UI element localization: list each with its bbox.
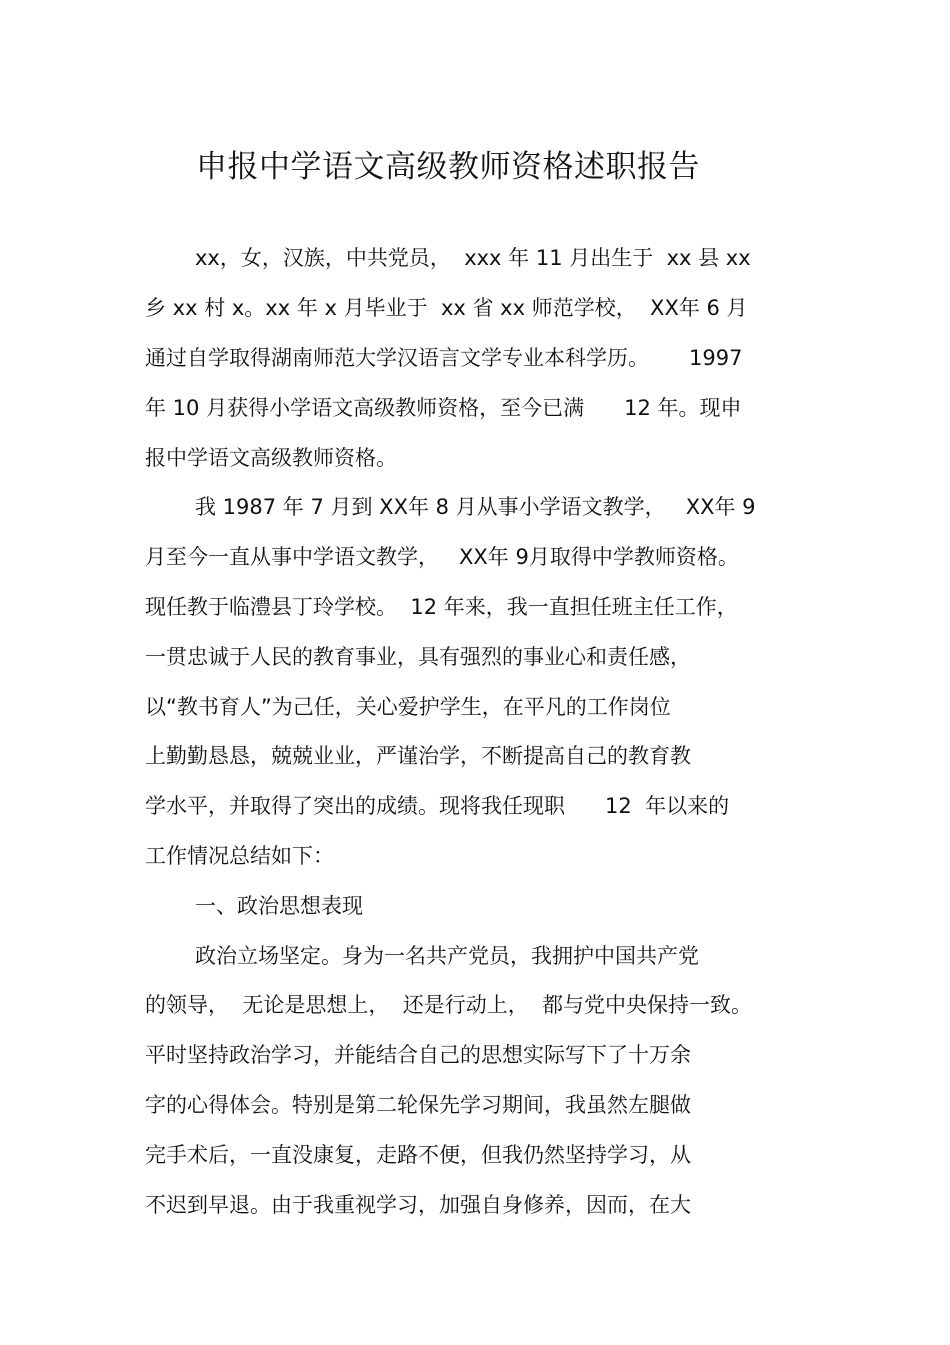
text-line: 平时坚持政治学习，并能结合自己的思想实际写下了十万余 — [145, 1043, 691, 1067]
text-line: 我 1987 年 7 月到 XX年 8 月从事小学语文教学， XX年 9 — [195, 495, 756, 519]
text-line: 通过自学取得湖南师范大学汉语言文学专业本科学历。 1997 — [145, 346, 743, 370]
text-line: 工作情况总结如下： — [145, 844, 334, 868]
text-line: 乡 xx 村 x。xx 年 x 月毕业于 xx 省 xx 师范学校， XX年 6 月 — [145, 296, 748, 320]
text-line: 的领导， 无论是思想上， 还是行动上， 都与党中央保持一致。 — [145, 993, 753, 1017]
text-line: 年 10 月获得小学语文高级教师资格，至今已满 12 年。现申 — [145, 396, 742, 420]
text-line: 月至今一直从事中学语文教学， XX年 9月取得中学教师资格。 — [145, 545, 739, 569]
text-line: 不迟到早退。由于我重视学习，加强自身修养，因而，在大 — [145, 1193, 691, 1217]
text-line: 一贯忠诚于人民的教育事业，具有强烈的事业心和责任感， — [145, 645, 691, 669]
text-line: 政治立场坚定。身为一名共产党员，我拥护中国共产党 — [195, 944, 699, 968]
document-title: 申报中学语文高级教师资格述职报告 — [196, 148, 700, 185]
text-line: 报中学语文高级教师资格。 — [145, 446, 397, 470]
text-line: xx，女，汉族，中共党员， xxx 年 11 月出生于 xx 县 xx — [195, 246, 751, 270]
text-line: 以“教书育人”为己任，关心爱护学生，在平凡的工作岗位 — [145, 695, 671, 719]
text-line: 完手术后，一直没康复，走路不便，但我仍然坚持学习，从 — [145, 1143, 691, 1167]
section-heading: 一、政治思想表现 — [195, 894, 363, 918]
text-line: 字的心得体会。特别是第二轮保先学习期间，我虽然左腿做 — [145, 1093, 691, 1117]
text-line: 学水平，并取得了突出的成绩。现将我任现职 12 年以来的 — [145, 794, 730, 818]
text-line: 现任教于临澧县丁玲学校。 12 年来，我一直担任班主任工作， — [145, 595, 738, 619]
text-line: 上勤勤恳恳，兢兢业业，严谨治学，不断提高自己的教育教 — [145, 744, 691, 768]
